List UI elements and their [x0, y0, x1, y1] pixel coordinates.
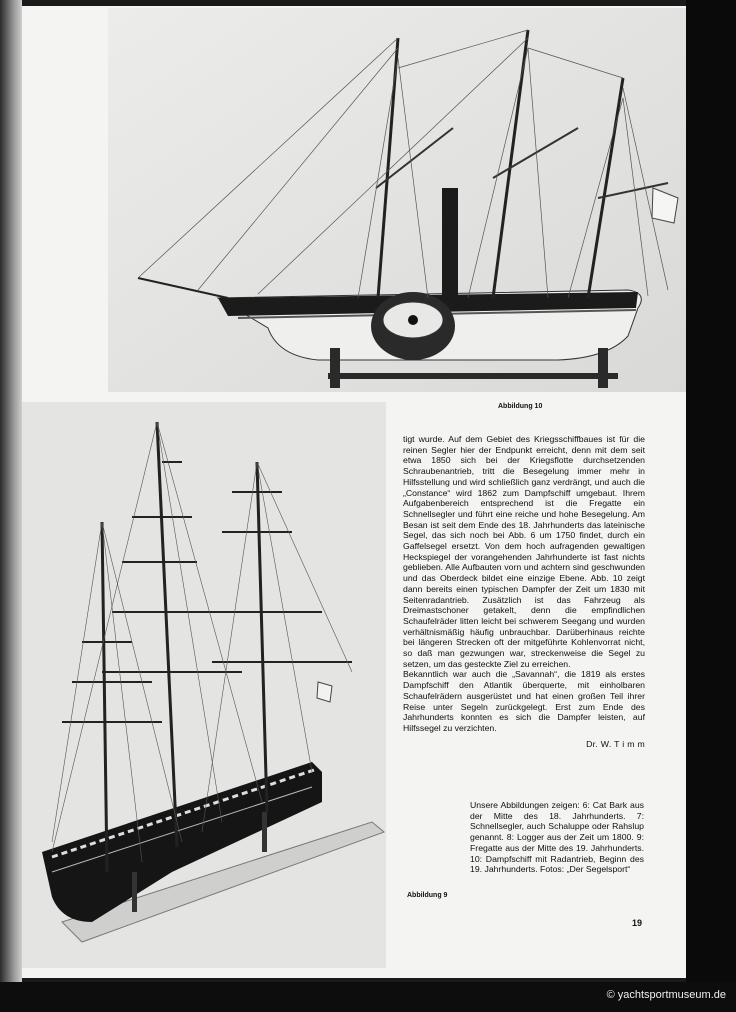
- figure-caption-top: Abbildung 10: [498, 403, 543, 410]
- magazine-page: [22, 6, 686, 978]
- paddle-steamer-illustration: [108, 8, 686, 392]
- figure-caption-bottom: Abbildung 9: [407, 892, 448, 899]
- photo-frigate: [22, 402, 386, 968]
- image-credits: Unsere Abbildungen zeigen: 6: Cat Bark aus der Mitte des 18. Jahrhunderts. 7: Schnellsegler, auch Schaluppe oder Rahslup genannt. 8: Logger aus der Zeit um 1800. 9: Fregatte aus der Mitte des 19. Jahrhunderts. 10: Dampfschiff mit Radantrieb, Beginn des 19. Jahrhunderts. Fotos: „Der Segelsport“: [470, 800, 644, 875]
- article-text: [403, 434, 645, 749]
- article-paragraph: Bekanntlich war auch die „Savannah“, die 1819 als erstes Dampfschiff den Atlantik überquerte, mit einholbaren Schaufelrädern ausgerüstet und hat einen großen Teil ihrer Reise unter Segeln zurückgelegt. Erst zum Ende des Jahrhunderts konnten es sich die Dampfer leisten, auf Hilfssegel zu verzichten.: [403, 669, 645, 733]
- watermark: © yachtsportmuseum.de: [606, 989, 726, 1001]
- previous-page-edge: [0, 0, 22, 982]
- page-number: 19: [632, 918, 643, 928]
- scan-border-right: [686, 0, 736, 982]
- frigate-illustration: [22, 402, 386, 968]
- author: Dr. W. T i m m: [586, 738, 645, 749]
- photo-paddle-steamer: [108, 8, 686, 392]
- article-paragraph: tigt wurde. Auf dem Gebiet des Kriegsschiffbaues ist für die reinen Segler hier der Endpunkt erreicht, denn mit dem seit etwa 1850 sich bei der Kriegsflotte durchsetzenden Schraubenantrieb, tritt die Besegelung immer mehr in Hilfsstellung und wird schließlich ganz verdrängt, und auch die „Constance“ wird 1862 zum Dampfschiff umgebaut. Ihrem Aufgabenbereich entsprechend ist die Fregatte ein Schnellsegler und führt eine reiche und hohe Besegelung. Am Besan ist seit dem Ende des 18. Jahrhunderts das lateinische Segel, das sich noch bei Abb. 6 um 1750 findet, durch ein Gaffelsegel ersetzt. Von dem hoch aufragenden gewaltigen Heckspiegel der vorangehenden Jahrhunderte ist fast nichts geblieben. Alle Aufbauten vorn und achtern sind geschwunden und das Oberdeck bildet eine einzige Ebene. Abb. 10 zeigt dann bereits einen typischen Dampfer der Zeit um 1830 mit Seitenradantrieb. Zusätzlich ist das Fahrzeug als Dreimastschoner getakelt, denn die empfindlichen Schaufelräder litten leicht bei schwerem Seegang und wurden verhältnismäßig häufig unbrauchbar. Darüberhinaus reichte bei längeren Strecken oft der mitgeführte Kohlenvorrat nicht, so daß man gezwungen war, streckenweise die Segel zu setzen, um das gesteckte Ziel zu erreichen.: [403, 434, 645, 669]
